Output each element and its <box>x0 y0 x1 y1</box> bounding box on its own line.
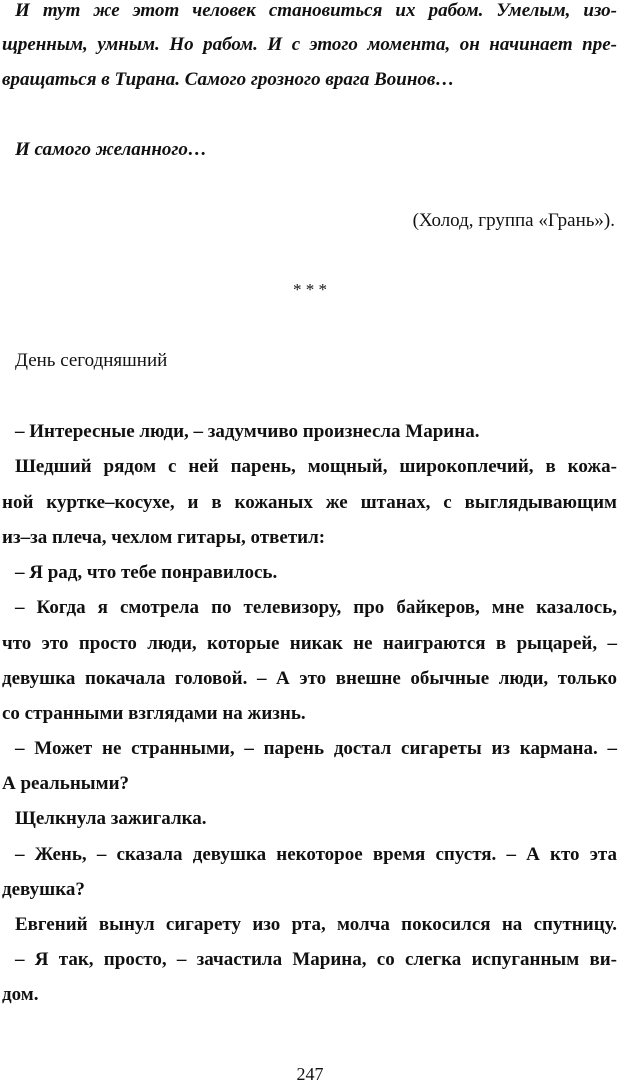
epigraph-closing: И самого желанного… <box>15 139 207 160</box>
body-line-12: Щелкнула зажигалка. <box>15 808 207 829</box>
body-line-13: – Жень, – сказала девушка некоторое время спустя. – А кто эта <box>15 844 617 865</box>
epigraph-line-3: вращаться в Тирана. Самого грозного врага Воинов… <box>2 69 455 90</box>
body-line-2: Шедший рядом с ней парень, мощный, широкоплечий, в кожа- <box>15 456 617 477</box>
body-line-1: – Интересные люди, – задумчиво произнесла Марина. <box>15 421 480 442</box>
body-line-3: ной куртке–косухе, и в кожаных же штанах, с выглядывающим <box>2 492 617 513</box>
body-line-8: девушка покачала головой. – А это внешне обычные люди, только <box>2 668 617 689</box>
body-line-16: – Я так, просто, – зачастила Марина, со слегка испуганным ви- <box>15 949 617 970</box>
body-line-6: – Когда я смотрела по телевизору, про байкеров, мне казалось, <box>15 597 617 618</box>
epigraph-line-2: щренным, умным. Но рабом. И с этого момента, он начинает пре- <box>2 34 617 55</box>
body-line-17: дом. <box>2 984 39 1005</box>
epigraph-line-1: И тут же этот человек становиться их рабом. Умелым, изо- <box>15 0 617 21</box>
section-separator: * * * <box>293 280 327 299</box>
section-title: День сегодняшний <box>15 350 168 371</box>
body-line-10: – Может не странными, – парень достал сигареты из кармана. – <box>15 738 617 759</box>
body-line-14: девушка? <box>2 879 85 900</box>
epigraph-attribution: (Холод, группа «Грань»). <box>412 210 615 231</box>
body-line-9: со странными взглядами на жизнь. <box>2 703 306 724</box>
body-line-11: А реальными? <box>2 773 130 794</box>
body-line-4: из–за плеча, чехлом гитары, ответил: <box>2 527 326 548</box>
body-line-7: что это просто люди, которые никак не наиграются в рыцарей, – <box>2 633 617 654</box>
body-line-5: – Я рад, что тебе понравилось. <box>15 562 278 583</box>
page-number: 247 <box>296 1064 324 1084</box>
body-line-15: Евгений вынул сигарету изо рта, молча покосился на спутницу. <box>15 914 617 935</box>
